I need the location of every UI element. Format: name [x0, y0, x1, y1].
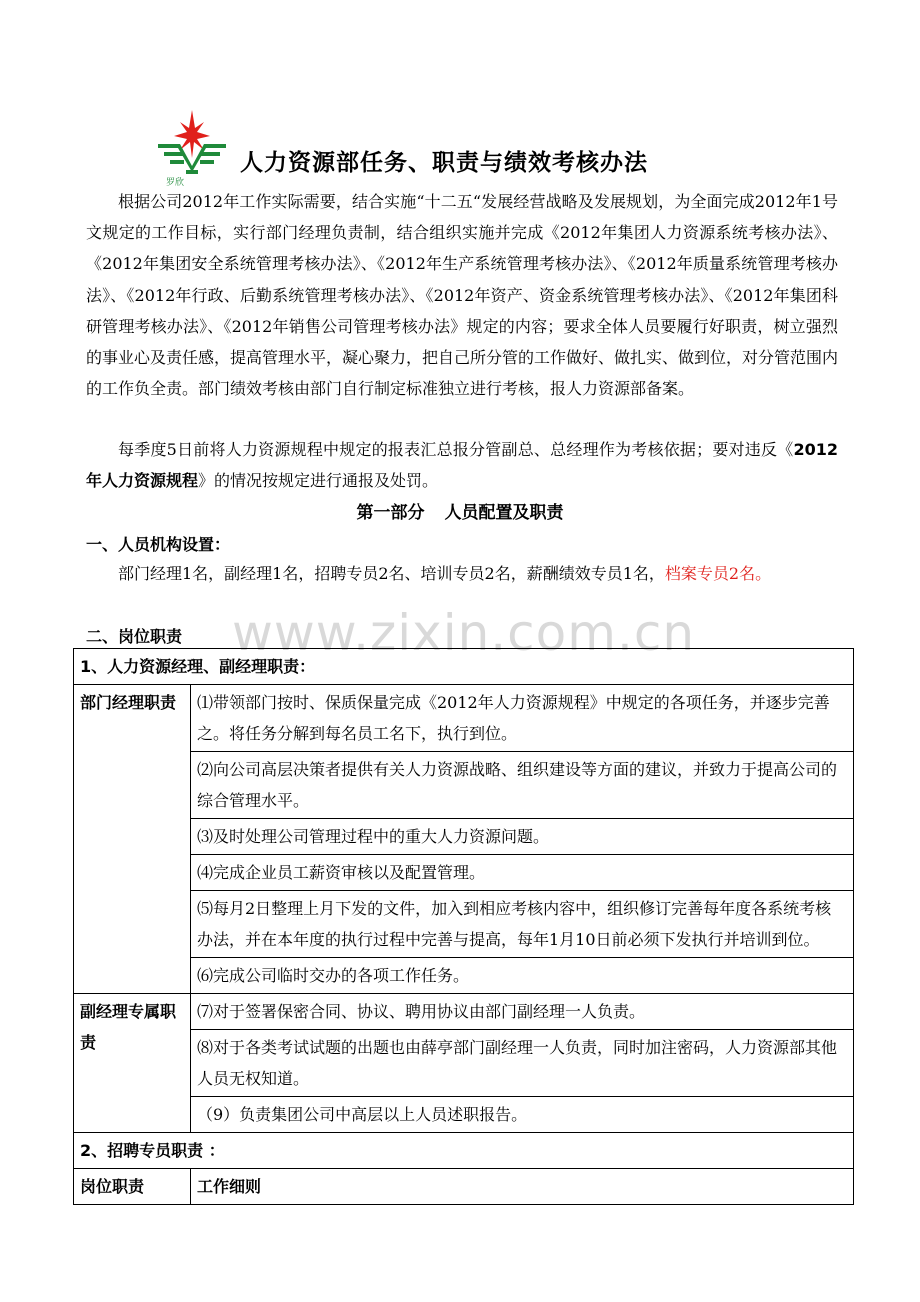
table-section-title: 1、人力资源经理、副经理职责：	[74, 649, 854, 685]
watermark: www.zixin.com.cn	[232, 604, 696, 662]
logo-text: 罗欣	[166, 178, 185, 188]
duty-item: ⑻对于各类考试试题的出题也由薛亭部门副经理一人负责，同时加注密码，人力资源部其他人员无权知道。	[191, 1030, 854, 1097]
part-number: 第一部分	[356, 503, 425, 523]
column-header-duty: 岗位职责	[74, 1169, 191, 1205]
duty-table	[73, 648, 854, 1205]
duty-item: ⑸每月2日整理上月下发的文件，加入到相应考核内容中，组织修订完善每年度各系统考核办法，并在本年度的执行过程中完善与提高，每年1月10日前必须下发执行并培训到位。	[191, 891, 854, 958]
duty-item: ⑵向公司高层决策者提供有关人力资源战略、组织建设等方面的建议，并致力于提高公司的综合管理水平。	[191, 752, 854, 819]
table-row	[74, 1030, 854, 1097]
staff-text: 部门经理1名，副经理1名，招聘专员2名、培训专员2名，薪酬绩效专员1名，	[118, 564, 665, 583]
section-heading-staffing: 一、人员机构设置：	[86, 535, 231, 554]
staff-red-text: 档案专员2名。	[664, 564, 772, 583]
duty-item: ⑴带领部门按时、保质保量完成《2012年人力资源规程》中规定的各项任务，并逐步完善之。将任务分解到每名员工名下，执行到位。	[191, 685, 854, 752]
duty-item: （9）负责集团公司中高层以上人员述职报告。	[191, 1097, 854, 1133]
section-heading-duties: 二、岗位职责	[86, 627, 183, 646]
table-row	[74, 891, 854, 958]
intro-paragraph: 根据公司2012年工作实际需要，结合实施“十二五“发展经营战略及发展规划，为全面完成2012年1号文规定的工作目标，实行部门经理负责制，结合组织实施并完成《2012年集团人力资源系统考核办法》、《2012年集团安全系统管理考核办法》、《2012年生产系统管理考核办法》、《2012年质量系统管理考核办法》、《2012年行政、后勤系统管理考核办法》、《2012年资产、资金系统管理考核办法》、《2012年集团科研管理考核办法》、《2012年销售公司管理考核办法》规定的内容；要求全体人员要履行好职责，树立强烈的事业心及责任感，提高管理水平，凝心聚力，把自己所分管的工作做好、做扎实、做到位，对分管范围内的工作负全责。部门绩效考核由部门自行制定标准独立进行考核，报人力资源部备案。	[86, 192, 839, 399]
table-row	[74, 1133, 854, 1169]
table-row	[74, 685, 854, 752]
table-row	[74, 958, 854, 994]
table-row	[74, 994, 854, 1030]
manager-duty-label: 部门经理职责	[74, 685, 191, 994]
part-name: 人员配置及职责	[444, 503, 564, 523]
table-row	[74, 855, 854, 891]
duty-item: ⑶及时处理公司管理过程中的重大人力资源问题。	[191, 819, 854, 855]
duty-item: ⑹完成公司临时交办的各项工作任务。	[191, 958, 854, 994]
table-section-title: 2、招聘专员职责 ：	[74, 1133, 854, 1169]
document-title: 人力资源部任务、职责与绩效考核办法	[240, 150, 648, 176]
column-header-detail: 工作细则	[191, 1169, 854, 1205]
table-row	[74, 649, 854, 685]
duty-item: ⑺对于签署保密合同、协议、聘用协议由部门副经理一人负责。	[191, 994, 854, 1030]
paragraph-text: 每季度5日前将人力资源规程中规定的报表汇总报分管副总、总经理作为考核依据；要对违反《	[118, 440, 794, 459]
duty-item: ⑷完成企业员工薪资审核以及配置管理。	[191, 855, 854, 891]
part-heading	[0, 498, 920, 523]
paragraph-text: 》的情况按规定进行通报及处罚。	[198, 471, 439, 491]
table-row	[74, 819, 854, 855]
quarterly-report-paragraph	[86, 434, 838, 496]
staffing-paragraph	[86, 558, 838, 589]
company-logo-icon	[156, 108, 228, 188]
deputy-duty-label: 副经理专属职责	[74, 994, 191, 1133]
table-row	[74, 1169, 854, 1205]
table-row	[74, 752, 854, 819]
bold-rule-name: 2012年人力资源规程	[86, 440, 838, 491]
table-row	[74, 1097, 854, 1133]
